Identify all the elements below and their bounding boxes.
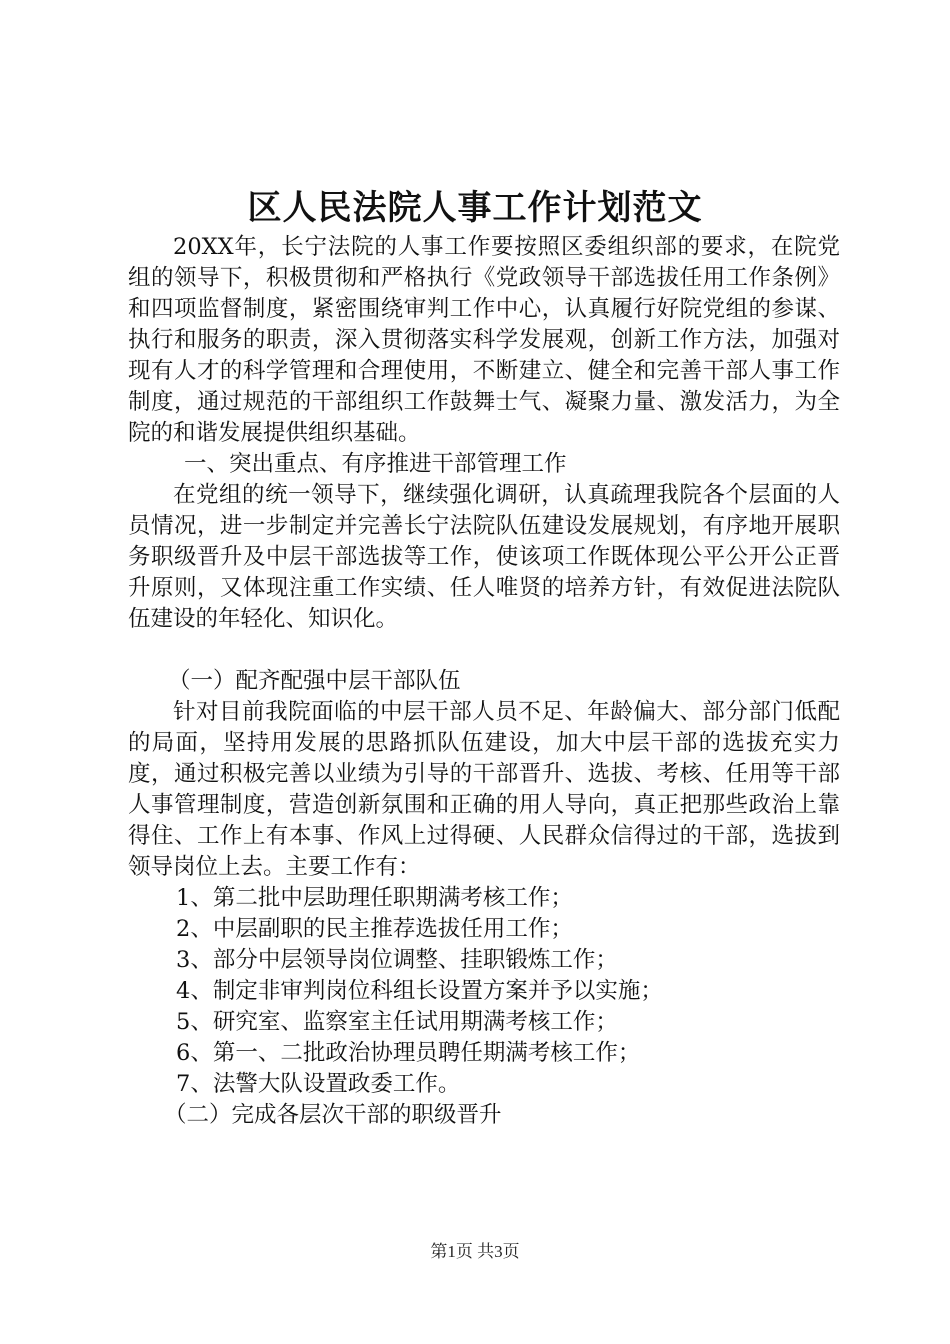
section1-paragraph: 在党组的统一领导下，继续强化调研，认真疏理我院各个层面的人员情况，进一步制定并完善长宁法院队伍建设发展规划，有序地开展职务职级晋升及中层干部选拔等工作，使该项工作既体现公平公开公正晋升原则，又体现注重工作实绩、任人唯贤的培养方针，有效促进法院队伍建设的年轻化、知识化。 [128, 482, 840, 632]
list-item: 3、部分中层领导岗位调整、挂职锻炼工作； [176, 947, 618, 973]
sub1-paragraph: 针对目前我院面临的中层干部人员不足、年龄偏大、部分部门低配的局面，坚持用发展的思路抓队伍建设，加大中层干部的选拔充实力度，通过积极完善以业绩为引导的干部晋升、选拔、考核、任用等干部人事管理制度，营造创新氛围和正确的用人导向，真正把那些政治上靠得住、工作上有本事、作风上过得硬、人民群众信得过的干部，选拔到领导岗位上去。主要工作有： [128, 699, 840, 880]
list-item: 4、制定非审判岗位科组长设置方案并予以实施； [176, 978, 663, 1004]
section1-heading: 一、突出重点、有序推进干部管理工作 [184, 451, 567, 477]
intro-paragraph: 20XX年，长宁法院的人事工作要按照区委组织部的要求，在院党组的领导下，积极贯彻和严格执行《党政领导干部选拔任用工作条例》和四项监督制度，紧密围绕审判工作中心，认真履行好院党组的参谋、执行和服务的职责，深入贯彻落实科学发展观，创新工作方法，加强对现有人才的科学管理和合理使用，不断建立、健全和完善干部人事工作制度，通过规范的干部组织工作鼓舞士气、凝聚力量、激发活力，为全院的和谐发展提供组织基础。 [128, 234, 840, 446]
blank-line [128, 635, 840, 666]
document-body [128, 232, 840, 1131]
sub1-heading: （一）配齐配强中层干部队伍 [168, 668, 461, 694]
document-title: 区人民法院人事工作计划范文 [247, 188, 703, 228]
page-footer: 第1页 共3页 [430, 1242, 520, 1261]
list-item: 1、第二批中层助理任职期满考核工作； [176, 885, 573, 911]
list-item: 2、中层副职的民主推荐选拔任用工作； [176, 916, 573, 942]
list-item: 5、研究室、监察室主任试用期满考核工作； [176, 1009, 618, 1035]
list-item: 6、第一、二批政治协理员聘任期满考核工作； [176, 1040, 641, 1066]
list-item: 7、法警大队设置政委工作。 [176, 1071, 461, 1097]
sub2-heading: （二）完成各层次干部的职级晋升 [164, 1102, 502, 1128]
